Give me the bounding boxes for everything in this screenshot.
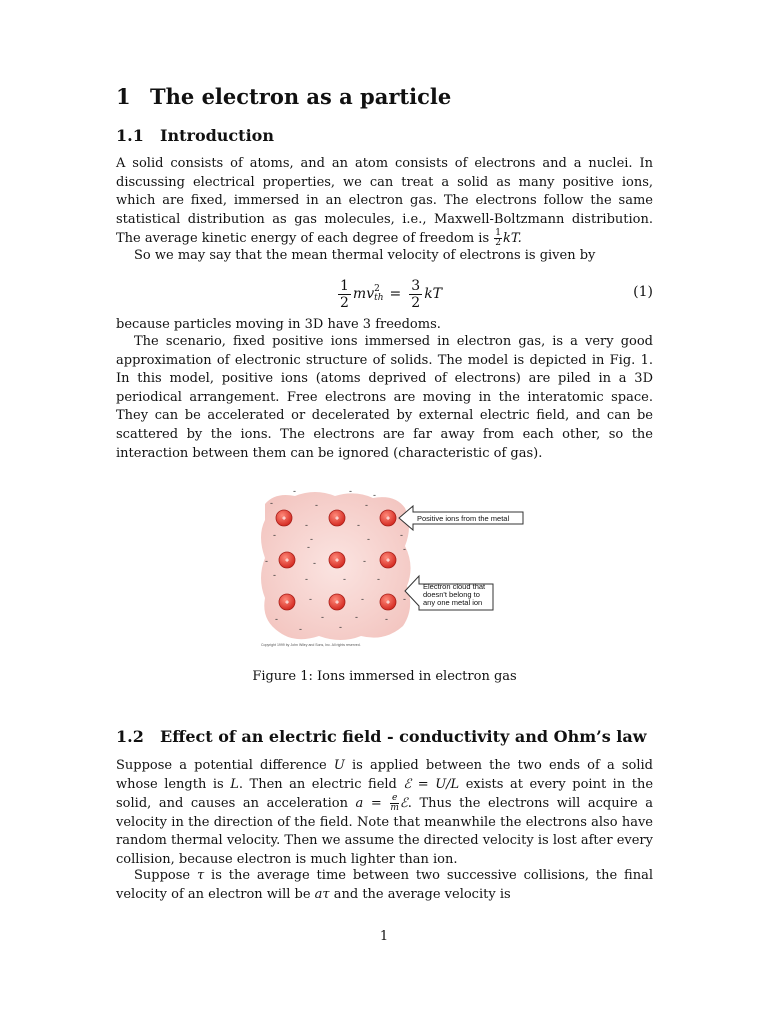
figure-caption: Figure 1: Ions immersed in electron gas — [252, 669, 517, 684]
text-run: is applied between the two ends of a solid whose length is — [116, 758, 653, 792]
electron-mark: - — [363, 556, 366, 566]
equals-sign: = — [389, 286, 402, 302]
callout-ions-label: Positive ions from the metal — [417, 514, 510, 523]
electron-mark: - — [310, 534, 313, 544]
text-run: exists at every point in the solid, and causes an acceleration — [116, 776, 654, 812]
ion-plus-sign: + — [281, 515, 287, 523]
text-run: Suppose — [134, 868, 197, 883]
rhs-fraction — [409, 278, 422, 311]
rhs-variable: kT — [424, 286, 443, 302]
lhs-variable: mv — [352, 286, 375, 302]
callout-cloud-line1: Electron cloud that — [423, 582, 486, 591]
electron-mark: - — [270, 498, 273, 508]
text-run: and the average velocity is — [329, 886, 511, 902]
intro-paragraph — [116, 155, 653, 249]
electron-mark: - — [307, 542, 310, 552]
electron-mark: - — [349, 486, 352, 496]
subsection-title: Effect of an electric field - conductivity and Ohm’s law — [160, 727, 647, 746]
section-heading-1 — [116, 84, 451, 109]
text-run: is the average time between two successive collisions, the final velocity of an electron will be — [116, 868, 653, 902]
math-U: U — [333, 758, 345, 773]
lhs-scripts — [374, 285, 383, 303]
electron-mark: - — [367, 534, 370, 544]
electron-mark: - — [385, 614, 388, 624]
electron-mark: - — [265, 556, 268, 566]
electron-mark: - — [273, 570, 276, 580]
subsection-heading-1-2 — [116, 727, 647, 746]
electron-mark: - — [373, 490, 376, 500]
electron-mark: - — [403, 594, 406, 604]
lhs-fraction — [338, 278, 351, 311]
electron-mark: - — [315, 500, 318, 510]
section-title: The electron as a particle — [150, 84, 452, 109]
thermal-velocity-paragraph: So we may say that the mean thermal velocity of electrons is given by — [134, 248, 596, 263]
figure-copyright: Copyright 1999 by John Wiley and Sons, Inc. All rights reserved. — [261, 643, 361, 647]
subsection-title: Introduction — [160, 126, 274, 145]
electron-mark: - — [273, 530, 276, 540]
rhs-denominator: 2 — [411, 294, 421, 311]
fraction-numerator: e — [391, 793, 398, 804]
fraction-denominator: 2 — [495, 238, 501, 249]
math-field-definition: ℰ = U/L — [403, 776, 460, 792]
inline-fraction-e-over-m — [390, 794, 399, 813]
electron-mark: - — [403, 544, 406, 554]
ion-plus-sign: + — [385, 557, 391, 565]
page-number: 1 — [379, 929, 389, 944]
fraction-numerator: 1 — [495, 228, 501, 239]
electron-mark: - — [305, 520, 308, 530]
electron-mark: - — [365, 500, 368, 510]
text-run: . Thus the electrons will acquire a velocity in the direction of the field. Note that meanwhile the electrons also have random thermal velocity. Then we assume the directed velocity is lost after every collision, because electron is much lighter than ion. — [116, 796, 653, 867]
text-run: . Then an electric field — [238, 776, 404, 792]
math-L: L — [230, 776, 239, 792]
equation-body — [336, 274, 442, 314]
math-tau: τ — [196, 868, 205, 883]
electron-mark: - — [339, 622, 342, 632]
electron-mark: - — [305, 574, 308, 584]
lhs-numerator: 1 — [340, 277, 349, 294]
inline-fraction — [494, 229, 502, 248]
electric-field-paragraph — [116, 757, 653, 870]
ion-plus-sign: + — [284, 599, 290, 607]
electron-mark: - — [357, 520, 360, 530]
electron-mark: - — [313, 558, 316, 568]
lhs-superscript: 2 — [374, 284, 380, 294]
math-field: ℰ — [399, 796, 408, 812]
section-number: 1 — [116, 84, 131, 109]
equation-number: (1) — [633, 284, 653, 300]
callout-cloud-line3: any one metal ion — [423, 598, 483, 607]
callout-positive-ions — [399, 506, 523, 530]
subsection-number: 1.1 — [116, 126, 144, 145]
text-run: Suppose a potential difference — [116, 758, 334, 773]
intro-end: kT. — [503, 231, 522, 247]
ion-plus-sign: + — [385, 599, 391, 607]
electron-mark: - — [377, 574, 380, 584]
electron-mark: - — [400, 530, 403, 540]
callout-electron-cloud — [405, 576, 493, 610]
electron-mark: - — [309, 594, 312, 604]
freedoms-paragraph: because particles moving in 3D have 3 freedoms. — [116, 317, 441, 332]
ion-plus-sign: + — [334, 599, 340, 607]
ion-plus-sign: + — [385, 515, 391, 523]
ion-plus-sign: + — [334, 557, 340, 565]
electron-mark: - — [355, 612, 358, 622]
collision-paragraph — [116, 867, 653, 904]
lhs-subscript: th — [374, 293, 384, 303]
figure-illustration — [255, 486, 527, 656]
electron-mark: - — [321, 612, 324, 622]
subsection-number: 1.2 — [116, 727, 144, 746]
intro-text: A solid consists of atoms, and an atom consists of electrons and a nuclei. In discussing electrical properties, we can treat a solid as many positive ions, which are fixed, immersed in an electron gas. The electrons follow the same statistical distribution as gas molecules, i.e., Maxwell-Boltzmann distribution. The average kinetic energy of each degree of freedom is — [116, 156, 653, 247]
math-a-tau: aτ — [314, 886, 330, 902]
figure-ions-electron-gas — [255, 486, 527, 656]
subsection-heading-1-1 — [116, 126, 274, 145]
rhs-numerator: 3 — [411, 277, 421, 294]
callout-cloud-line2: doesn't belong to — [423, 590, 480, 599]
ion-plus-sign: + — [284, 557, 290, 565]
math-acceleration: a = — [355, 796, 390, 812]
electron-mark: - — [299, 624, 302, 634]
electron-mark: - — [343, 574, 346, 584]
electron-mark: - — [293, 486, 296, 496]
ion-plus-sign: + — [334, 515, 340, 523]
electron-mark: - — [275, 614, 278, 624]
lhs-denominator: 2 — [340, 294, 349, 311]
equation-1 — [116, 274, 653, 314]
electron-mark: - — [361, 594, 364, 604]
model-paragraph: The scenario, fixed positive ions immersed in electron gas, is a very good approximation of electronic structure of solids. The model is depicted in Fig. 1. In this model, positive ions (atoms deprived of electrons) are piled in a 3D periodical arrangement. Free electrons are moving in the interatomic space. They can be accelerated or decelerated by external electric field, and can be scattered by the ions. The electrons are far away from each other, so the interaction between them can be ignored (characteristic of gas). — [116, 334, 653, 461]
fraction-denominator: m — [390, 803, 399, 814]
